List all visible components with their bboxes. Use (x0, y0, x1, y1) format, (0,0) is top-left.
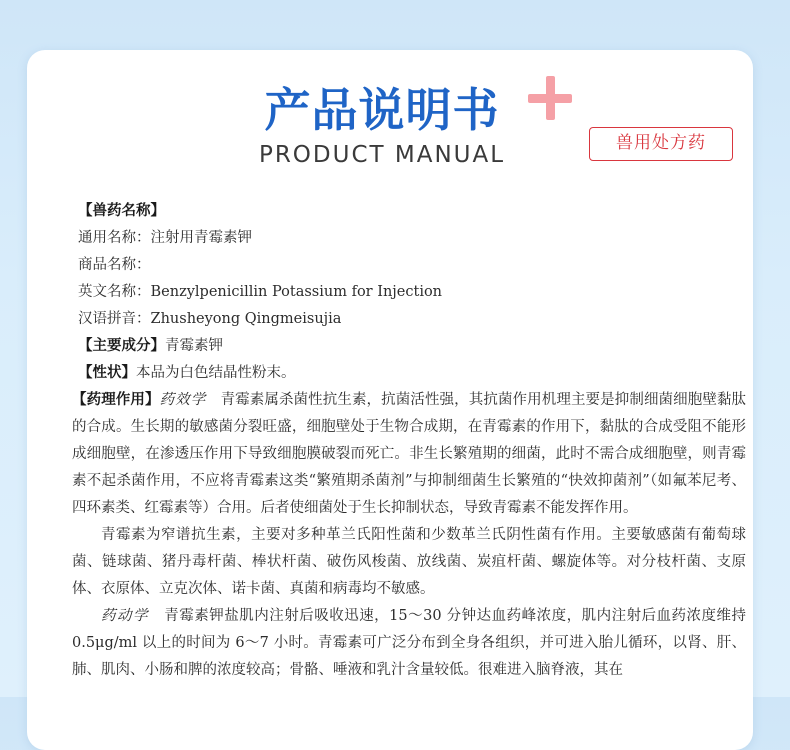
pharmacology-text-3: 青霉素钾盐肌内注射后吸收迅速，15～30 分钟达血药峰浓度，肌内注射后血药浓度维持 0.5μg/ml 以上的时间为 6～7 小时。青霉素可广泛分布到全身各组织，并可进入胎儿循环，以肾、肝、肺、肌肉、小肠和脾的浓度较高；骨骼、唾液和乳汁含量较低。很难进入脑脊液，其在 (72, 608, 747, 678)
pharmacology-text-2: 青霉素为窄谱抗生素，主要对多种革兰氏阳性菌和少数革兰氏阴性菌有作用。主要敏感菌有葡萄球菌、链球菌、猪丹毒杆菌、棒状杆菌、破伤风梭菌、放线菌、炭疽杆菌、螺旋体等。对分枝杆菌、支原体、衣原体、立克次体、诺卡菌、真菌和病毒均不敏感。 (72, 527, 746, 597)
pharmacology-paragraph-3 (72, 603, 746, 684)
pharmacology-paragraph-2 (72, 522, 746, 603)
page-title: 产品说明书 (264, 83, 500, 137)
medical-cross-icon (528, 76, 572, 120)
section-label-name: 【兽药名称】 (78, 203, 165, 219)
ingredient-value: 青霉素钾 (165, 338, 223, 354)
pharmacodynamics-label: 药效学 (159, 392, 207, 408)
prescription-badge: 兽用处方药 (589, 127, 733, 161)
generic-name: 通用名称：注射用青霉素钾 (78, 230, 252, 246)
section-label-appearance: 【性状】 (78, 365, 136, 381)
section-name (78, 198, 744, 225)
pharmacology-text-1: 青霉素属杀菌性抗生素，抗菌活性强，其抗菌作用机理主要是抑制细菌细胞壁黏肽的合成。生长期的敏感菌分裂旺盛，细胞壁处于生物合成期，在青霉素的作用下，黏肽的合成受阻不能形成细胞壁，在渗透压作用下导致细胞膜破裂而死亡。非生长繁殖期的细菌，此时不需合成细胞壁，则青霉素不起杀菌作用，不应将青霉素这类“繁殖期杀菌剂”与抑制细菌生长繁殖的“快效抑菌剂”（如氟苯尼考、四环素类、红霉素等）合用。后者使细菌处于生长抑制状态，导致青霉素不能发挥作用。 (72, 392, 747, 516)
section-label-ingredient: 【主要成分】 (78, 338, 165, 354)
pharmacology-paragraph-1 (72, 387, 746, 522)
section-appearance (78, 360, 744, 387)
section-ingredient (78, 333, 744, 360)
pharmacokinetics-label: 药动学 (101, 608, 149, 624)
page-subtitle: PRODUCT MANUAL (258, 142, 506, 168)
cross-vertical-bar (546, 76, 555, 120)
pinyin-name: 汉语拼音：Zhusheyong Qingmeisujia (78, 311, 342, 327)
english-name: 英文名称：Benzylpenicillin Potassium for Injection (78, 284, 443, 300)
appearance-value: 本品为白色结晶性粉末。 (136, 365, 296, 381)
trade-name: 商品名称： (78, 257, 151, 273)
manual-content (72, 198, 747, 684)
section-label-pharmacology: 【药理作用】 (72, 392, 160, 408)
